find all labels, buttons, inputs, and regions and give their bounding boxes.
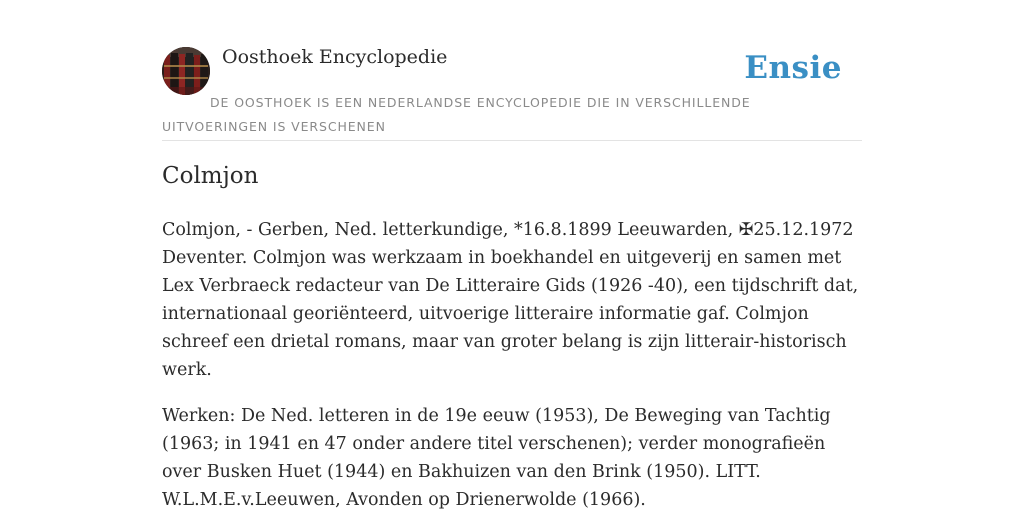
- ensie-logo[interactable]: Ensie: [744, 50, 842, 86]
- article-paragraph: Werken: De Ned. letteren in de 19e eeuw (1953), De Beweging van Tachtig (1963; in 1941 en 47 onder andere titel verschenen); verder monografieën over Busken Huet (1944) en Bakhuizen van den Brink (1950). LITT. W.L.M.E.v.Leeuwen, Avonden op Drienerwolde (1966).: [162, 406, 831, 510]
- site-header: [162, 0, 862, 141]
- source-title-link[interactable]: Oosthoek Encyclopedie: [222, 46, 448, 68]
- encyclopedia-books-icon[interactable]: [162, 47, 210, 95]
- article-paragraph: Colmjon, - Gerben, Ned. letterkundige, *16.8.1899 Leeuwarden, ✠25.12.1972 Deventer. Colmjon was werkzaam in boekhandel en uitgeverij en samen met Lex Verbraeck redacteur van De Litteraire Gids (1926 -40), een tijdschrift dat, internationaal georiënteerd, uitvoerige litteraire informatie gaf. Colmjon schreef een drietal romans, maar van groter belang is zijn litterair-historisch werk.: [162, 220, 859, 380]
- article-body: [162, 216, 862, 532]
- page: [162, 0, 862, 510]
- article-title: Colmjon: [162, 163, 259, 189]
- books-image: [162, 47, 210, 95]
- source-description: DE OOSTHOEK IS EEN NEDERLANDSE ENCYCLOPEDIE DIE IN VERSCHILLENDE UITVOERINGEN IS VERSCHENEN: [162, 95, 751, 134]
